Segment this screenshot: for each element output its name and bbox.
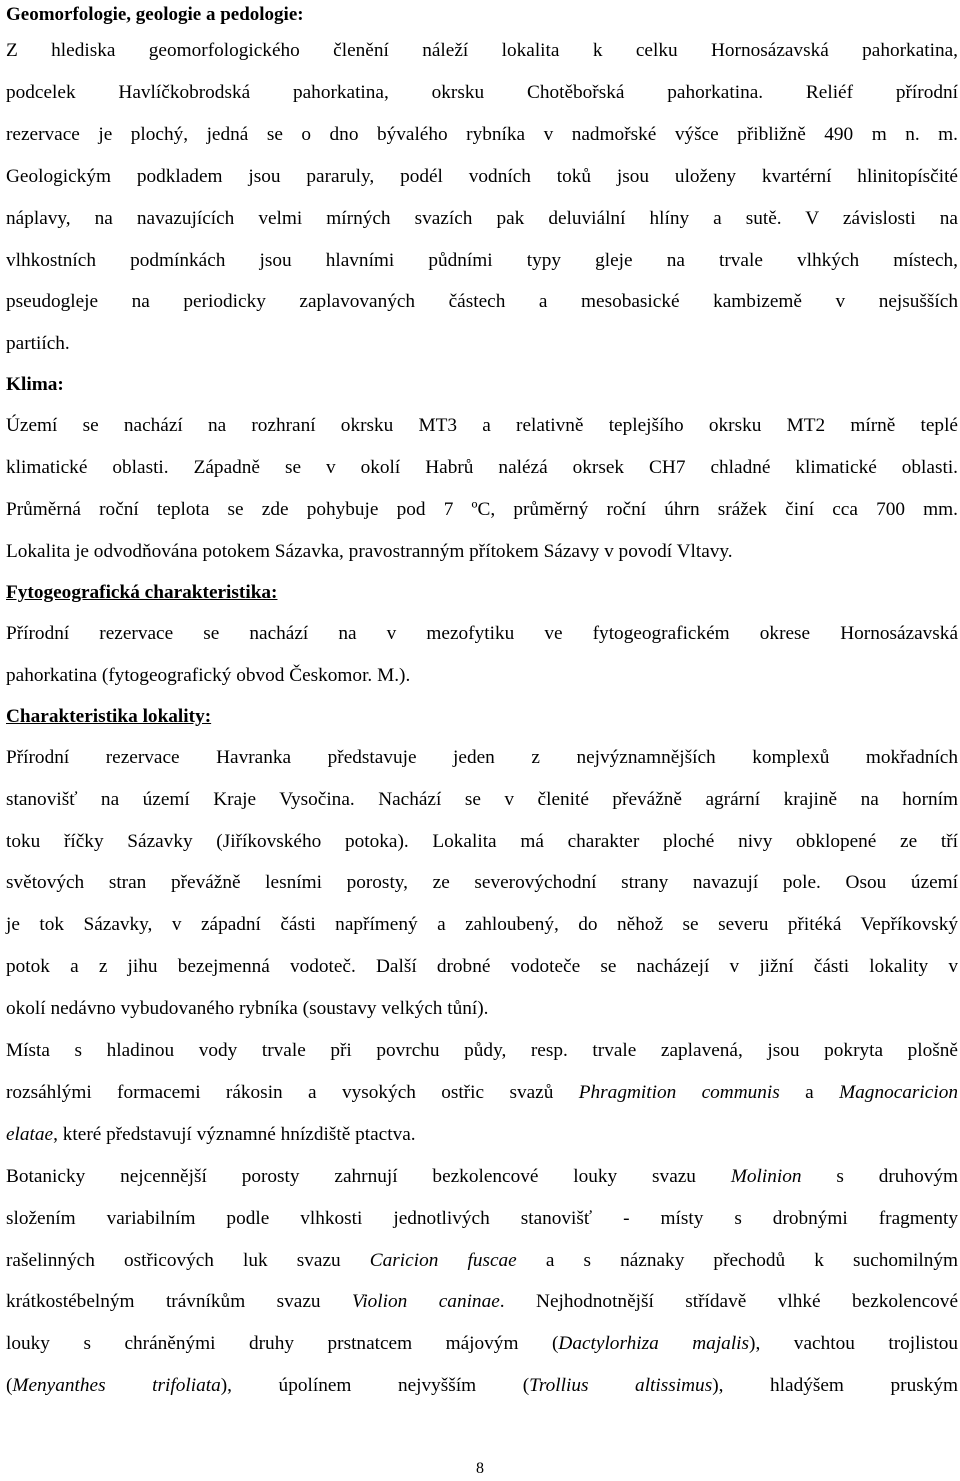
text-line: Přírodní rezervace Havranka představuje jeden z nejvýznamnějších komplexů mokřadních — [6, 746, 958, 768]
latin-name: Magnocaricion — [839, 1081, 958, 1103]
text-run: louky s chráněnými druhy prstnatcem májovým ( — [6, 1333, 559, 1355]
text-line: Z hlediska geomorfologického členění náleží lokalita k celku Hornosázavská pahorkatina, — [6, 40, 958, 61]
text-line: potok a z jihu bezejmenná vodoteč. Další drobné vodoteče se nacházejí v jižní části lokality v — [6, 956, 958, 978]
text-line: toku říčky Sázavky (Jiříkovského potoka). Lokalita má charakter ploché nivy obklopené ze tří — [6, 830, 958, 852]
paragraph-charakteristika-3 — [6, 1156, 958, 1407]
paragraph-klima — [6, 405, 958, 573]
latin-name: Violion caninae — [351, 1291, 500, 1313]
heading-klima: Klima: — [6, 374, 64, 396]
text-run: a s náznaky přechodů k suchomilným — [516, 1249, 958, 1271]
text-line — [6, 1365, 958, 1407]
text-line — [6, 1156, 958, 1198]
text-line: světových stran převážně lesními porosty, ze severovýchodní strany navazují pole. Osou území — [6, 872, 958, 894]
text-run: . Nejhodnotnější střídavě vlhké bezkolencové — [499, 1291, 959, 1313]
latin-name: Molinion — [730, 1165, 802, 1187]
latin-name: elatae — [6, 1123, 54, 1145]
heading-fytogeografie: Fytogeografická charakteristika: — [6, 581, 278, 603]
text-run: ( — [6, 1375, 13, 1397]
text-line: okolí nedávno vybudovaného rybníka (soustavy velkých tůní). — [6, 998, 489, 1020]
heading-geomorfologie: Geomorfologie, geologie a pedologie: — [6, 4, 304, 25]
latin-name: Caricion fuscae — [369, 1249, 517, 1271]
text-line: partiích. — [6, 333, 70, 355]
text-line — [6, 1114, 958, 1156]
text-run: krátkostébelným trávníkům svazu — [6, 1291, 352, 1313]
text-run: ), úpolínem nejvyšším ( — [220, 1375, 530, 1397]
latin-name: Phragmition communis — [578, 1081, 780, 1103]
text-run: , které představují významné hnízdiště ptactva. — [53, 1123, 416, 1145]
paragraph-fytogeografie — [6, 613, 958, 697]
latin-name: Trollius altissimus — [529, 1375, 713, 1397]
text-line: Místa s hladinou vody trvale při povrchu půdy, resp. trvale zaplavená, jsou pokryta plošně — [6, 1040, 958, 1062]
text-run: rašelinných ostřicových luk svazu — [6, 1249, 370, 1271]
text-line: je tok Sázavky, v západní části napřímený a zahloubený, do něhož se severu přitéká Vepříkovský — [6, 914, 958, 936]
text-run: a — [779, 1081, 840, 1103]
text-line: rezervace je plochý, jedná se o dno bývalého rybníka v nadmořské výšce přibližně 490 m n. m. — [6, 123, 958, 145]
text-line: klimatické oblasti. Západně se v okolí Habrů nalézá okrsek CH7 chladné klimatické oblasti. — [6, 457, 958, 479]
text-line: pseudogleje na periodicky zaplavovaných částech a mesobasické kambizemě v nejsušších — [6, 291, 958, 313]
text-run: ), hladýšem pruským — [712, 1375, 958, 1397]
text-line: Území se nachází na rozhraní okrsku MT3 a relativně teplejšího okrsku MT2 mírně teplé — [6, 415, 958, 437]
text-line: náplavy, na navazujících velmi mírných svazích pak deluviální hlíny a sutě. V závislosti na — [6, 207, 958, 229]
text-line — [6, 1240, 958, 1282]
paragraph-charakteristika-2 — [6, 1030, 958, 1156]
text-line: Geologickým podkladem jsou pararuly, podél vodních toků jsou uloženy kvartérní hlinitopísčité — [6, 165, 958, 187]
text-line — [6, 1072, 958, 1114]
text-run: ), vachtou trojlistou — [749, 1333, 958, 1355]
latin-name: Menyanthes trifoliata — [12, 1375, 221, 1397]
document-page — [6, 0, 958, 1407]
text-line: podcelek Havlíčkobrodská pahorkatina, okrsku Chotěbořská pahorkatina. Reliéf přírodní — [6, 81, 958, 103]
text-line: Přírodní rezervace se nachází na v mezofytiku ve fytogeografickém okrese Hornosázavská — [6, 622, 958, 644]
text-line — [6, 1323, 958, 1365]
text-line: složením variabilním podle vlhkosti jednotlivých stanovišť - místy s drobnými fragmenty — [6, 1207, 958, 1229]
latin-name: Dactylorhiza majalis — [558, 1333, 750, 1355]
text-line — [6, 1281, 958, 1323]
text-line: vlhkostních podmínkách jsou hlavními půdními typy gleje na trvale vlhkých místech, — [6, 249, 958, 271]
text-line: stanovišť na území Kraje Vysočina. Nachází se v členité převážně agrární krajině na horním — [6, 788, 958, 810]
text-line: Průměrná roční teplota se zde pohybuje pod 7 ºC, průměrný roční úhrn srážek činí cca 700 mm. — [6, 499, 958, 521]
page-number: 8 — [476, 1460, 484, 1477]
text-run: rozsáhlými formacemi rákosin a vysokých ostřic svazů — [6, 1081, 579, 1103]
text-line: pahorkatina (fytogeografický obvod Českomor. M.). — [6, 664, 411, 686]
paragraph-charakteristika-1 — [6, 737, 958, 1030]
paragraph-geomorfologie — [6, 30, 958, 365]
text-run: Botanicky nejcennější porosty zahrnují bezkolencové louky svazu — [6, 1165, 731, 1187]
text-line: Lokalita je odvodňována potokem Sázavka, pravostranným přítokem Sázavy v povodí Vltavy. — [6, 540, 733, 562]
text-run: s druhovým — [801, 1165, 958, 1187]
heading-charakteristika: Charakteristika lokality: — [6, 705, 212, 727]
